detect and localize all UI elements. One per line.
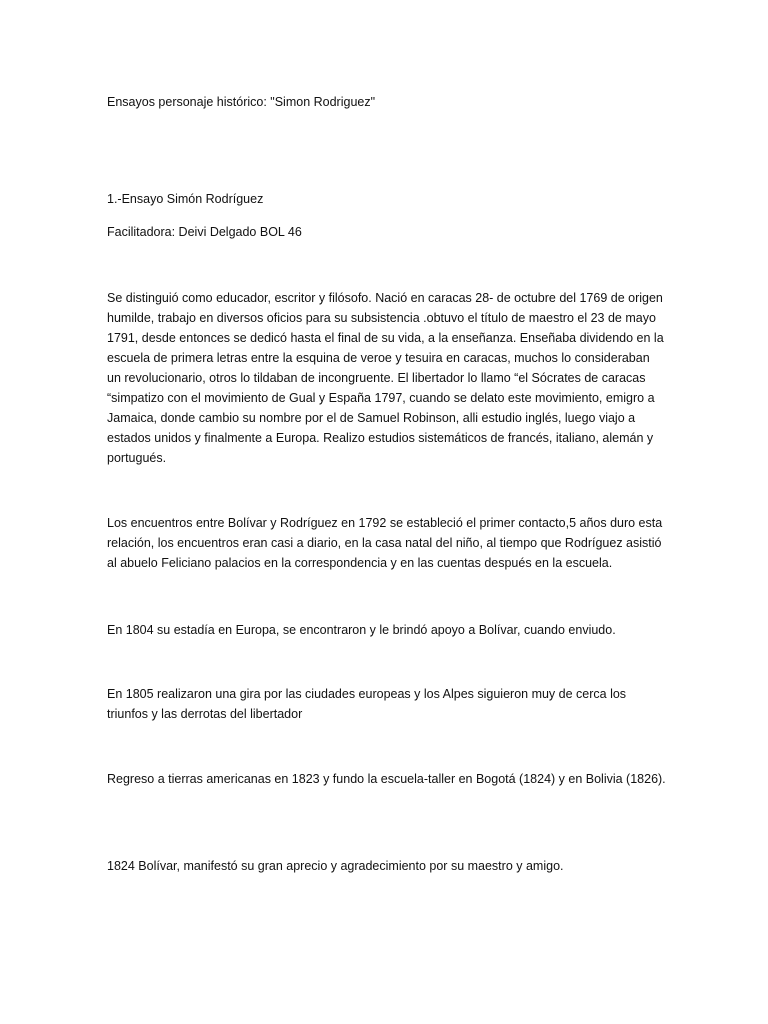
paragraph-1824	[107, 856, 667, 876]
paragraph-text: Se distinguió como educador, escritor y filósofo. Nació en caracas 28- de octubre del 1769 de origen humilde, trabajo en diversos oficios para su subsistencia .obtuvo el título de maestro el 23 de mayo 1791, desde entonces se dedicó hasta el final de su vida, a la enseñanza. Enseñaba dividendo en la escuela de primera letras entre la esquina de veroe y tesuira en caracas, muchos lo consideraban un revolucionario, otros lo tildaban de incongruente. El libertador lo llamo “el Sócrates de caracas “simpatizo con el movimiento de Gual y España 1797, cuando se delato este movimiento, emigro a Jamaica, donde cambio su nombre por el de Samuel Robinson, alli estudio inglés, luego viajo a estados unidos y finalmente a Europa. Realizo estudios sistemáticos de francés, italiano, alemán y portugués.	[107, 291, 664, 465]
paragraph-text: Regreso a tierras americanas en 1823 y fundo la escuela-taller en Bogotá (1824) y en Bolivia (1826).	[107, 772, 666, 786]
paragraph-text: Los encuentros entre Bolívar y Rodríguez en 1792 se estableció el primer contacto,5 años duro esta relación, los encuentros eran casi a diario, en la casa natal del niño, al tiempo que Rodríguez asistió al abuelo Feliciano palacios en la correspondencia y en las cuentas después en la escuela.	[107, 516, 663, 570]
facilitator-line: Facilitadora: Deivi Delgado BOL 46	[107, 225, 302, 239]
paragraph-encounters	[107, 513, 667, 573]
paragraph-1805	[107, 684, 667, 724]
essay-title: 1.-Ensayo Simón Rodríguez	[107, 192, 264, 206]
document-header: Ensayos personaje histórico: "Simon Rodriguez"	[107, 95, 376, 109]
paragraph-text: En 1804 su estadía en Europa, se encontraron y le brindó apoyo a Bolívar, cuando enviudo.	[107, 623, 616, 637]
paragraph-1823	[107, 769, 667, 789]
paragraph-text: En 1805 realizaron una gira por las ciudades europeas y los Alpes siguieron muy de cerca los triunfos y las derrotas del libertador	[107, 687, 627, 721]
paragraph-biography	[107, 288, 667, 468]
paragraph-1804	[107, 620, 667, 640]
paragraph-text: 1824 Bolívar, manifestó su gran aprecio y agradecimiento por su maestro y amigo.	[107, 859, 564, 873]
